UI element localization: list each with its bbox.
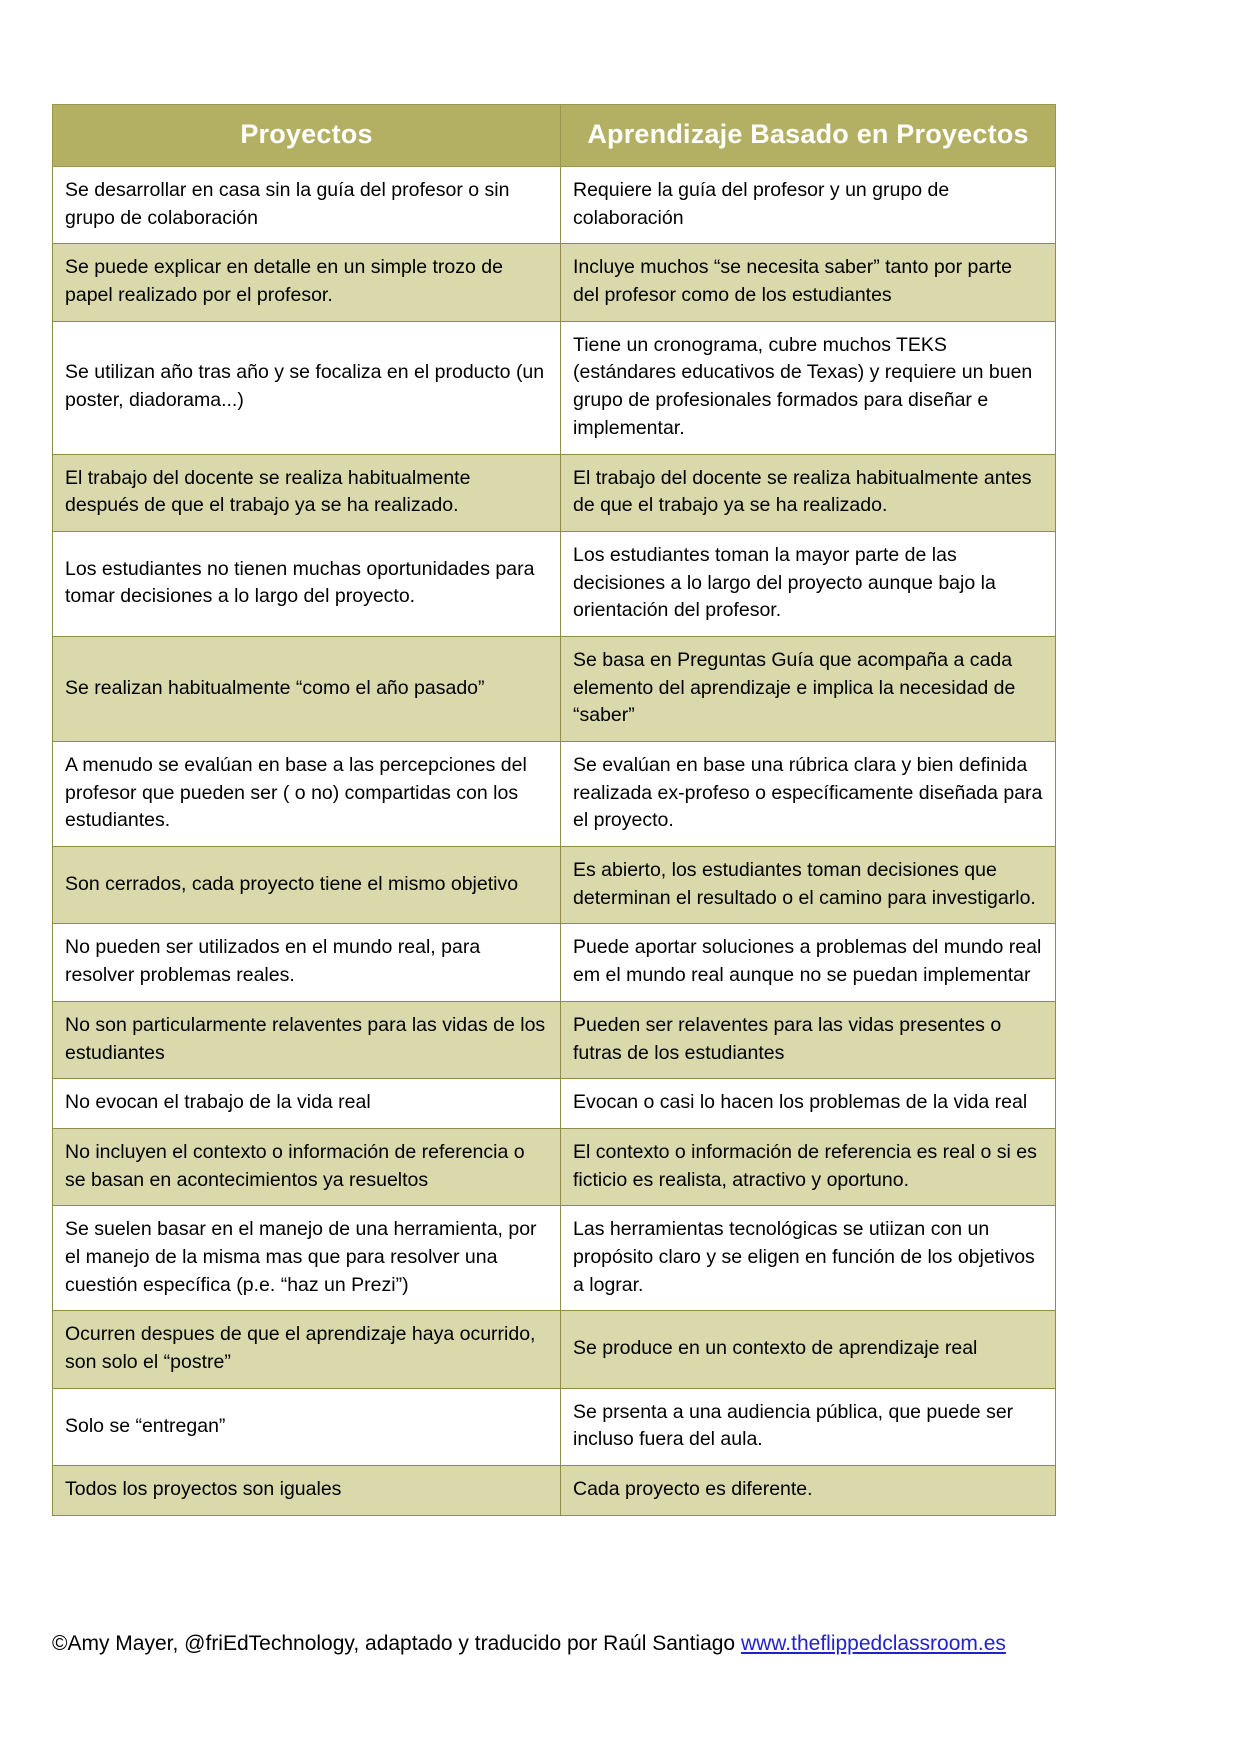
cell-proyectos: Son cerrados, cada proyecto tiene el mismo objetivo — [53, 847, 561, 924]
comparison-table — [52, 104, 1056, 1516]
cell-abp: Se basa en Preguntas Guía que acompaña a cada elemento del aprendizaje e implica la necesidad de “saber” — [561, 636, 1056, 741]
cell-abp: Se produce en un contexto de aprendizaje real — [561, 1311, 1056, 1388]
cell-proyectos: Se suelen basar en el manejo de una herramienta, por el manejo de la misma mas que para resolver una cuestión específica (p.e. “haz un Prezi”) — [53, 1206, 561, 1311]
cell-abp: Requiere la guía del profesor y un grupo de colaboración — [561, 167, 1056, 244]
table-row — [53, 321, 1056, 454]
cell-abp: Las herramientas tecnológicas se utiizan con un propósito claro y se eligen en función de los objetivos a lograr. — [561, 1206, 1056, 1311]
table-row — [53, 1079, 1056, 1129]
table-body — [53, 167, 1056, 1516]
cell-proyectos: No son particularmente relaventes para las vidas de los estudiantes — [53, 1001, 561, 1078]
comparison-table-container — [52, 104, 1055, 1516]
table-row — [53, 742, 1056, 847]
table-row — [53, 167, 1056, 244]
table-row — [53, 1206, 1056, 1311]
cell-abp: Los estudiantes toman la mayor parte de las decisiones a lo largo del proyecto aunque bajo la orientación del profesor. — [561, 531, 1056, 636]
cell-proyectos: Solo se “entregan” — [53, 1388, 561, 1465]
cell-proyectos: Se desarrollar en casa sin la guía del profesor o sin grupo de colaboración — [53, 167, 561, 244]
table-row — [53, 1128, 1056, 1205]
table-row — [53, 1466, 1056, 1516]
table-row — [53, 636, 1056, 741]
cell-proyectos: Se puede explicar en detalle en un simple trozo de papel realizado por el profesor. — [53, 244, 561, 321]
table-row — [53, 1311, 1056, 1388]
cell-proyectos: Se utilizan año tras año y se focaliza en el producto (un poster, diadorama...) — [53, 321, 561, 454]
cell-proyectos: Ocurren despues de que el aprendizaje haya ocurrido, son solo el “postre” — [53, 1311, 561, 1388]
table-row — [53, 244, 1056, 321]
footer-credit-link[interactable]: www.theflippedclassroom.es — [740, 1632, 1006, 1655]
cell-proyectos: No incluyen el contexto o información de referencia o se basan en acontecimientos ya resueltos — [53, 1128, 561, 1205]
cell-abp: Tiene un cronograma, cubre muchos TEKS (estándares educativos de Texas) y requiere un buen grupo de profesionales formados para diseñar e implementar. — [561, 321, 1056, 454]
cell-proyectos: No evocan el trabajo de la vida real — [53, 1079, 561, 1129]
cell-abp: Incluye muchos “se necesita saber” tanto por parte del profesor como de los estudiantes — [561, 244, 1056, 321]
footer-credit — [52, 1630, 1062, 1657]
table-header-row — [53, 105, 1056, 167]
cell-abp: Cada proyecto es diferente. — [561, 1466, 1056, 1516]
cell-proyectos: Se realizan habitualmente “como el año pasado” — [53, 636, 561, 741]
column-header-proyectos: Proyectos — [53, 105, 561, 167]
table-row — [53, 454, 1056, 531]
cell-proyectos: Los estudiantes no tienen muchas oportunidades para tomar decisiones a lo largo del proyecto. — [53, 531, 561, 636]
footer-credit-text: ©Amy Mayer, @friEdTechnology, adaptado y traducido por Raúl Santiago — [52, 1632, 741, 1655]
table-row — [53, 847, 1056, 924]
cell-abp: Se prsenta a una audiencia pública, que puede ser incluso fuera del aula. — [561, 1388, 1056, 1465]
cell-proyectos: Todos los proyectos son iguales — [53, 1466, 561, 1516]
cell-abp: Puede aportar soluciones a problemas del mundo real em el mundo real aunque no se puedan implementar — [561, 924, 1056, 1001]
cell-abp: Es abierto, los estudiantes toman decisiones que determinan el resultado o el camino para investigarlo. — [561, 847, 1056, 924]
table-row — [53, 1388, 1056, 1465]
cell-proyectos: El trabajo del docente se realiza habitualmente después de que el trabajo ya se ha realizado. — [53, 454, 561, 531]
cell-abp: Evocan o casi lo hacen los problemas de la vida real — [561, 1079, 1056, 1129]
cell-abp: Pueden ser relaventes para las vidas presentes o futras de los estudiantes — [561, 1001, 1056, 1078]
table-header — [53, 105, 1056, 167]
table-row — [53, 924, 1056, 1001]
cell-proyectos: A menudo se evalúan en base a las percepciones del profesor que pueden ser ( o no) compartidas con los estudiantes. — [53, 742, 561, 847]
column-header-abp: Aprendizaje Basado en Proyectos — [561, 105, 1056, 167]
cell-abp: Se evalúan en base una rúbrica clara y bien definida realizada ex-profeso o específicamente diseñada para el proyecto. — [561, 742, 1056, 847]
cell-abp: El contexto o información de referencia es real o si es ficticio es realista, atractivo y oportuno. — [561, 1128, 1056, 1205]
table-row — [53, 531, 1056, 636]
cell-proyectos: No pueden ser utilizados en el mundo real, para resolver problemas reales. — [53, 924, 561, 1001]
cell-abp: El trabajo del docente se realiza habitualmente antes de que el trabajo ya se ha realizado. — [561, 454, 1056, 531]
table-row — [53, 1001, 1056, 1078]
